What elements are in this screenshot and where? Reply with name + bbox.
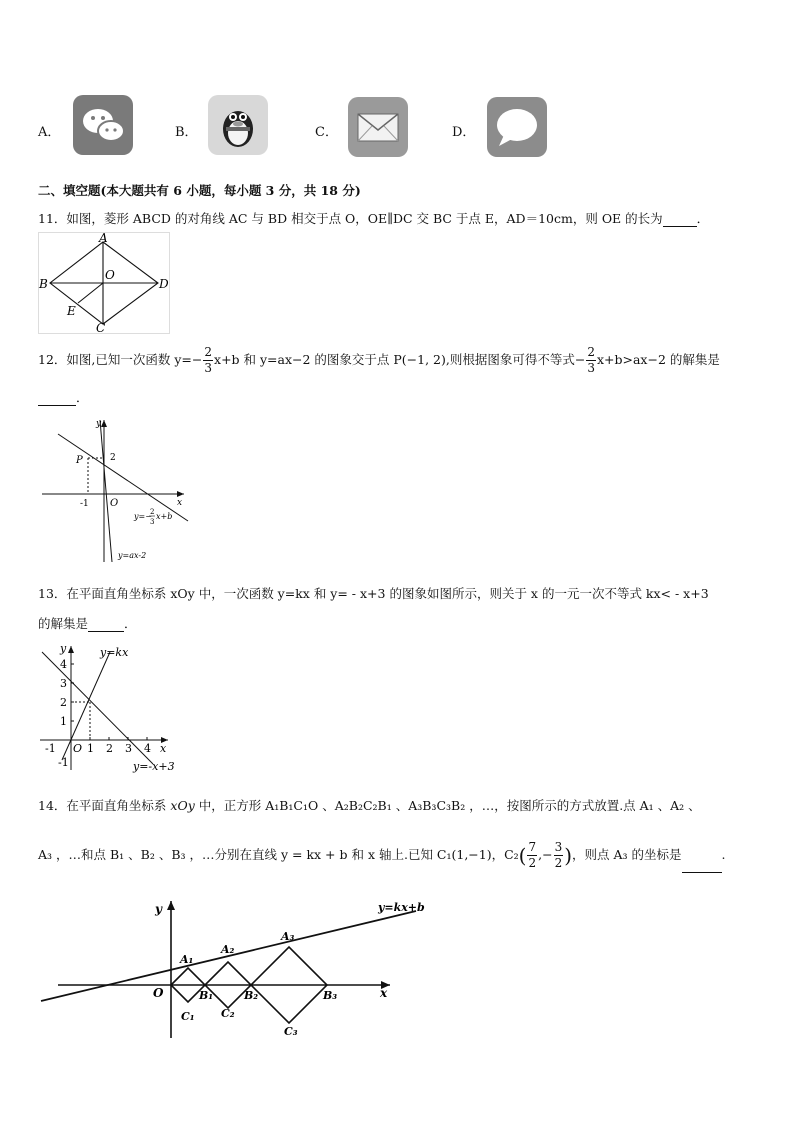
q12-label-y: y	[96, 419, 102, 429]
q14-label-b2: B₂	[244, 989, 259, 1002]
q11-label-o: O	[105, 268, 115, 282]
q13-tick-1: 1	[60, 715, 67, 728]
q14-c2-frac-y	[554, 840, 564, 871]
q13-tick-2: 2	[60, 696, 67, 709]
q12-line2-label: y=ax-2	[118, 551, 147, 560]
q14-label-b3: B₃	[323, 989, 338, 1002]
q14-l2a: A₃ ，…和点 B₁ 、B₂ 、B₃ ，…分别在直线 y = kx + b 和 x 轴上.已知 C₁(1,−1)，C₂	[38, 847, 519, 862]
q12-frac1-num: 2	[204, 345, 213, 359]
q12-label-neg1: -1	[80, 499, 89, 509]
q13-label-o: O	[73, 742, 83, 755]
q14-end: .	[721, 847, 726, 862]
q12-line1-label-a: y=−	[134, 512, 152, 521]
q14-label-c3: C₃	[284, 1025, 298, 1038]
q14-c2-x-den: 2	[528, 856, 537, 870]
q11-label-d: D	[159, 277, 169, 291]
q12-frac2-den: 3	[587, 361, 595, 375]
q12-fraction-2	[586, 345, 596, 376]
question-11	[38, 209, 709, 227]
q14-label-a2: A₂	[221, 943, 235, 956]
q12-answer-blank	[38, 390, 76, 406]
q13-line2: 的解集是	[38, 616, 89, 631]
q11-label-b: B	[39, 277, 48, 291]
q14-c2-y-num: 3	[554, 840, 563, 854]
q14-label-c2: C₂	[221, 1007, 235, 1020]
message-bubble-icon	[487, 97, 547, 157]
q12-graph	[38, 412, 193, 567]
q12-part1: 12．如图,已知一次函数 y=−	[38, 352, 203, 367]
q12-label-o: O	[110, 498, 119, 509]
q14-l1b: 中，正方形 A₁B₁C₁O 、A₂B₂C₂B₁ 、A₃B₃C₃B₂ ，…，按图所示的方式放置.点 A₁ 、A₂ 、	[194, 798, 701, 813]
q14-label-c1: C₁	[181, 1010, 195, 1023]
q14-c2-x-num: 7	[528, 840, 537, 854]
q13-line2-wrap	[38, 614, 137, 632]
q13-tick-neg1-x: -1	[45, 742, 56, 755]
q12-line1-frac-d: 3	[150, 518, 155, 526]
q12-end: ．	[76, 390, 89, 405]
q13-answer-blank	[88, 616, 124, 632]
q12-fraction-1	[203, 345, 213, 376]
q14-line1	[38, 796, 701, 814]
q12-label-p: P	[76, 455, 83, 466]
q14-label-b1: B₁	[199, 989, 214, 1002]
q11-label-e: E	[67, 304, 76, 318]
q13-graph	[38, 642, 188, 777]
q12-line1-label-b: x+b	[156, 512, 173, 521]
q11-text: 11．如图，菱形 ABCD 的对角线 AC 与 BD 相交于点 O，OE∥DC 交 BC 于点 E，AD＝10cm，则 OE 的长为	[38, 211, 663, 226]
q11-end: ．	[696, 211, 710, 226]
question-12	[38, 343, 720, 377]
q14-label-x: x	[380, 986, 388, 1000]
q13-tick-3: 3	[60, 677, 67, 690]
q13-line1: 13．在平面直角坐标系 xOy 中，一次函数 y=kx 和 y= - x+3 的图象如图所示，则关于 x 的一元一次不等式 kx< - x+3	[38, 586, 709, 601]
q12-part2: x+b 和 y=ax−2 的图象交于点 P(−1, 2),则根据图象可得不等式−	[214, 352, 586, 367]
q12-label-2: 2	[110, 453, 116, 463]
q14-xoy: xOy	[170, 798, 195, 813]
mail-envelope-icon	[348, 97, 408, 157]
q12-frac2-num: 2	[587, 345, 595, 359]
q11-label-c: C	[96, 321, 106, 334]
q14-graph	[38, 893, 458, 1043]
q13-line-kx-label: y=kx	[100, 646, 129, 659]
q14-label-o: O	[153, 986, 164, 1000]
option-d-label: D．	[452, 125, 476, 140]
q12-frac1-den: 3	[204, 361, 213, 375]
q13-end: ．	[124, 616, 137, 631]
q14-label-a3: A₃	[281, 930, 295, 943]
q13-xtick-3: 3	[125, 742, 132, 755]
q13-label-y: y	[60, 642, 67, 655]
q14-label-y: y	[155, 902, 162, 916]
q14-l1a: 14．在平面直角坐标系	[38, 798, 171, 813]
q14-label-a1: A₁	[180, 953, 194, 966]
q13-label-x: x	[160, 742, 167, 755]
q13-xtick-1: 1	[87, 742, 94, 755]
q11-label-a: A	[99, 232, 108, 245]
q12-answer-line	[38, 388, 89, 406]
q11-rhombus-diagram	[38, 232, 170, 334]
q13-xtick-4: 4	[144, 742, 151, 755]
q13-line-neg-label: y=-x+3	[133, 760, 175, 773]
q14-line-label: y=kx+b	[378, 901, 425, 914]
q13-tick-neg1-y: -1	[58, 756, 69, 769]
option-b-label: B．	[175, 125, 198, 140]
q14-c2-frac-x	[527, 840, 537, 871]
q14-l2b: ，则点 A₃ 的坐标是	[572, 847, 682, 862]
q11-answer-blank	[663, 211, 697, 227]
option-a-label: A．	[38, 125, 61, 140]
section-heading: 二、填空题(本大题共有 6 小题，每小题 3 分，共 18 分)	[38, 183, 361, 198]
q14-line2: A₃ ，…和点 B₁ 、B₂ 、B₃ ，…分别在直线 y = kx + b 和 x 轴上.已知 C₁(1,−1)，C₂( $\frac{7}{2}$ ,− $\frac{3}{2}$ )，则点 A₃ 的坐标是 .	[38, 838, 726, 873]
q12-part3: x+b>ax−2 的解集是	[596, 352, 720, 367]
q13-tick-4: 4	[60, 658, 67, 671]
q12-label-x: x	[177, 498, 183, 508]
option-c-label: C．	[315, 125, 338, 140]
q14-c2-y-den: 2	[554, 856, 563, 870]
q12-line1-frac-n: 2	[150, 508, 155, 516]
qq-penguin-icon	[208, 95, 268, 155]
q14-answer-blank	[682, 838, 722, 873]
wechat-icon	[73, 95, 133, 155]
q13-xtick-2: 2	[106, 742, 113, 755]
